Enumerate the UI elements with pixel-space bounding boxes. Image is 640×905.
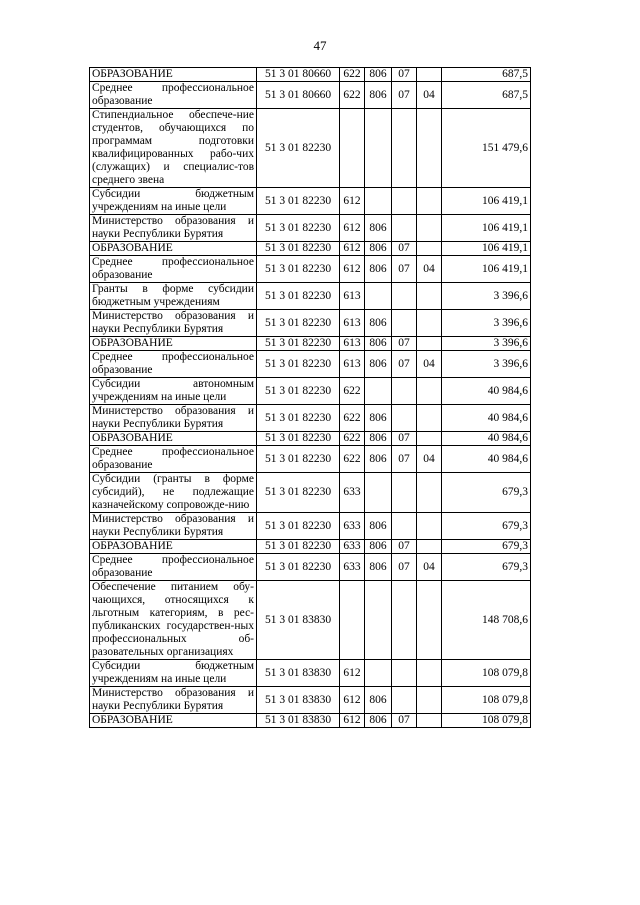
amount-cell: 106 419,1 — [442, 256, 531, 283]
section-cell — [392, 687, 417, 714]
table-row — [90, 714, 531, 728]
section-cell — [392, 310, 417, 337]
row-name-cell: Среднее профессиональное образование — [90, 256, 257, 283]
target-code-cell: 51 3 01 82230 — [257, 242, 340, 256]
section-cell — [392, 188, 417, 215]
table-row — [90, 188, 531, 215]
row-name-cell: Субсидии автономным учреждениям на иные цели — [90, 378, 257, 405]
section-cell — [392, 473, 417, 513]
subsection-cell — [417, 310, 442, 337]
amount-cell: 679,3 — [442, 554, 531, 581]
amount-cell: 106 419,1 — [442, 188, 531, 215]
amount-cell: 679,3 — [442, 513, 531, 540]
expense-type-cell: 622 — [340, 68, 365, 82]
section-cell: 07 — [392, 256, 417, 283]
row-name-cell: Министерство образования и науки Республики Бурятия — [90, 687, 257, 714]
amount-cell: 148 708,6 — [442, 581, 531, 660]
expense-type-cell — [340, 109, 365, 188]
target-code-cell: 51 3 01 83830 — [257, 714, 340, 728]
section-cell — [392, 378, 417, 405]
expense-type-cell: 622 — [340, 446, 365, 473]
target-code-cell: 51 3 01 82230 — [257, 109, 340, 188]
subsection-cell — [417, 581, 442, 660]
expense-type-cell — [340, 581, 365, 660]
table-row — [90, 256, 531, 283]
table-row — [90, 581, 531, 660]
table-row — [90, 68, 531, 82]
target-code-cell: 51 3 01 83830 — [257, 687, 340, 714]
subsection-cell — [417, 188, 442, 215]
amount-cell: 151 479,6 — [442, 109, 531, 188]
amount-cell: 40 984,6 — [442, 432, 531, 446]
row-name-cell: ОБРАЗОВАНИЕ — [90, 68, 257, 82]
target-code-cell: 51 3 01 83830 — [257, 581, 340, 660]
subsection-cell: 04 — [417, 82, 442, 109]
row-name-cell: Среднее профессиональное образование — [90, 351, 257, 378]
amount-cell: 108 079,8 — [442, 660, 531, 687]
section-cell: 07 — [392, 554, 417, 581]
subsection-cell — [417, 283, 442, 310]
row-name-cell: Министерство образования и науки Республики Бурятия — [90, 215, 257, 242]
subsection-cell: 04 — [417, 256, 442, 283]
subsection-cell — [417, 714, 442, 728]
target-code-cell: 51 3 01 83830 — [257, 660, 340, 687]
expense-type-cell: 612 — [340, 242, 365, 256]
target-code-cell: 51 3 01 82230 — [257, 378, 340, 405]
table-row — [90, 351, 531, 378]
target-code-cell: 51 3 01 82230 — [257, 337, 340, 351]
target-code-cell: 51 3 01 82230 — [257, 283, 340, 310]
expense-type-cell: 612 — [340, 215, 365, 242]
amount-cell: 3 396,6 — [442, 310, 531, 337]
amount-cell: 40 984,6 — [442, 378, 531, 405]
administrator-cell: 806 — [365, 432, 392, 446]
administrator-cell: 806 — [365, 714, 392, 728]
expense-type-cell: 612 — [340, 256, 365, 283]
amount-cell: 108 079,8 — [442, 687, 531, 714]
expense-type-cell: 613 — [340, 337, 365, 351]
subsection-cell: 04 — [417, 446, 442, 473]
expense-type-cell: 633 — [340, 540, 365, 554]
expense-type-cell: 633 — [340, 473, 365, 513]
expense-type-cell: 622 — [340, 378, 365, 405]
amount-cell: 108 079,8 — [442, 714, 531, 728]
table-row — [90, 310, 531, 337]
administrator-cell: 806 — [365, 540, 392, 554]
row-name-cell: Субсидии бюджетным учреждениям на иные цели — [90, 188, 257, 215]
target-code-cell: 51 3 01 82230 — [257, 432, 340, 446]
section-cell — [392, 581, 417, 660]
table-row — [90, 473, 531, 513]
subsection-cell: 04 — [417, 554, 442, 581]
section-cell: 07 — [392, 351, 417, 378]
subsection-cell — [417, 337, 442, 351]
amount-cell: 3 396,6 — [442, 283, 531, 310]
subsection-cell — [417, 242, 442, 256]
expense-type-cell: 613 — [340, 283, 365, 310]
target-code-cell: 51 3 01 80660 — [257, 82, 340, 109]
section-cell: 07 — [392, 68, 417, 82]
table-row — [90, 432, 531, 446]
administrator-cell — [365, 581, 392, 660]
administrator-cell — [365, 378, 392, 405]
row-name-cell: Обеспечение питанием обу-чающихся, относящихся к льготным категориям, в рес-публиканских государствен-ных профессиональных об-разовательных организациях — [90, 581, 257, 660]
expense-type-cell: 622 — [340, 432, 365, 446]
amount-cell: 3 396,6 — [442, 351, 531, 378]
table-row — [90, 687, 531, 714]
table-row — [90, 82, 531, 109]
section-cell — [392, 215, 417, 242]
table-row — [90, 405, 531, 432]
row-name-cell: Министерство образования и науки Республики Бурятия — [90, 513, 257, 540]
target-code-cell: 51 3 01 82230 — [257, 540, 340, 554]
expense-type-cell: 612 — [340, 188, 365, 215]
target-code-cell: 51 3 01 82230 — [257, 446, 340, 473]
target-code-cell: 51 3 01 82230 — [257, 188, 340, 215]
table-row — [90, 660, 531, 687]
subsection-cell: 04 — [417, 351, 442, 378]
administrator-cell — [365, 660, 392, 687]
subsection-cell — [417, 660, 442, 687]
target-code-cell: 51 3 01 82230 — [257, 405, 340, 432]
expense-type-cell: 633 — [340, 554, 365, 581]
amount-cell: 687,5 — [442, 82, 531, 109]
subsection-cell — [417, 432, 442, 446]
amount-cell: 40 984,6 — [442, 405, 531, 432]
expense-type-cell: 613 — [340, 310, 365, 337]
row-name-cell: Министерство образования и науки Республики Бурятия — [90, 310, 257, 337]
section-cell — [392, 513, 417, 540]
section-cell: 07 — [392, 446, 417, 473]
subsection-cell — [417, 540, 442, 554]
table-row — [90, 446, 531, 473]
administrator-cell: 806 — [365, 242, 392, 256]
page-number: 47 — [313, 38, 327, 53]
section-cell — [392, 660, 417, 687]
administrator-cell: 806 — [365, 351, 392, 378]
row-name-cell: ОБРАЗОВАНИЕ — [90, 714, 257, 728]
table-row — [90, 554, 531, 581]
subsection-cell — [417, 215, 442, 242]
row-name-cell: Среднее профессиональное образование — [90, 82, 257, 109]
row-name-cell: Среднее профессиональное образование — [90, 554, 257, 581]
administrator-cell: 806 — [365, 687, 392, 714]
subsection-cell — [417, 405, 442, 432]
amount-cell: 679,3 — [442, 473, 531, 513]
subsection-cell — [417, 473, 442, 513]
target-code-cell: 51 3 01 82230 — [257, 256, 340, 283]
row-name-cell: ОБРАЗОВАНИЕ — [90, 242, 257, 256]
amount-cell: 40 984,6 — [442, 446, 531, 473]
target-code-cell: 51 3 01 82230 — [257, 351, 340, 378]
expense-type-cell: 622 — [340, 405, 365, 432]
expense-type-cell: 612 — [340, 687, 365, 714]
administrator-cell: 806 — [365, 554, 392, 581]
section-cell — [392, 283, 417, 310]
table-row — [90, 540, 531, 554]
amount-cell: 106 419,1 — [442, 242, 531, 256]
row-name-cell: Среднее профессиональное образование — [90, 446, 257, 473]
section-cell — [392, 405, 417, 432]
administrator-cell: 806 — [365, 337, 392, 351]
expense-type-cell: 612 — [340, 714, 365, 728]
table-row — [90, 283, 531, 310]
amount-cell: 3 396,6 — [442, 337, 531, 351]
administrator-cell: 806 — [365, 405, 392, 432]
expense-type-cell: 613 — [340, 351, 365, 378]
administrator-cell: 806 — [365, 513, 392, 540]
administrator-cell — [365, 109, 392, 188]
administrator-cell: 806 — [365, 310, 392, 337]
administrator-cell — [365, 188, 392, 215]
administrator-cell: 806 — [365, 256, 392, 283]
target-code-cell: 51 3 01 82230 — [257, 310, 340, 337]
row-name-cell: Стипендиальное обеспече-ние студентов, обучающихся по программам подготовки квалифицированных рабо-чих (служащих) и специалис-тов среднего звена — [90, 109, 257, 188]
expense-type-cell: 622 — [340, 82, 365, 109]
target-code-cell: 51 3 01 82230 — [257, 554, 340, 581]
row-name-cell: Субсидии (гранты в форме субсидий), не подлежащие казначейскому сопровожде-нию — [90, 473, 257, 513]
target-code-cell: 51 3 01 82230 — [257, 215, 340, 242]
section-cell: 07 — [392, 432, 417, 446]
subsection-cell — [417, 378, 442, 405]
target-code-cell: 51 3 01 80660 — [257, 68, 340, 82]
table-row — [90, 215, 531, 242]
amount-cell: 679,3 — [442, 540, 531, 554]
administrator-cell: 806 — [365, 446, 392, 473]
section-cell — [392, 109, 417, 188]
row-name-cell: ОБРАЗОВАНИЕ — [90, 540, 257, 554]
row-name-cell: Субсидии бюджетным учреждениям на иные цели — [90, 660, 257, 687]
row-name-cell: Гранты в форме субсидии бюджетным учреждениям — [90, 283, 257, 310]
row-name-cell: ОБРАЗОВАНИЕ — [90, 337, 257, 351]
amount-cell: 687,5 — [442, 68, 531, 82]
table-row — [90, 242, 531, 256]
target-code-cell: 51 3 01 82230 — [257, 473, 340, 513]
subsection-cell — [417, 687, 442, 714]
administrator-cell: 806 — [365, 215, 392, 242]
row-name-cell: ОБРАЗОВАНИЕ — [90, 432, 257, 446]
row-name-cell: Министерство образования и науки Республики Бурятия — [90, 405, 257, 432]
target-code-cell: 51 3 01 82230 — [257, 513, 340, 540]
administrator-cell — [365, 473, 392, 513]
section-cell: 07 — [392, 82, 417, 109]
budget-table-body — [90, 68, 531, 728]
budget-table — [89, 67, 531, 728]
section-cell: 07 — [392, 242, 417, 256]
subsection-cell — [417, 513, 442, 540]
table-row — [90, 378, 531, 405]
section-cell: 07 — [392, 337, 417, 351]
amount-cell: 106 419,1 — [442, 215, 531, 242]
section-cell: 07 — [392, 714, 417, 728]
table-row — [90, 109, 531, 188]
subsection-cell — [417, 68, 442, 82]
expense-type-cell: 633 — [340, 513, 365, 540]
administrator-cell: 806 — [365, 68, 392, 82]
table-row — [90, 337, 531, 351]
table-row — [90, 513, 531, 540]
administrator-cell — [365, 283, 392, 310]
expense-type-cell: 612 — [340, 660, 365, 687]
subsection-cell — [417, 109, 442, 188]
section-cell: 07 — [392, 540, 417, 554]
administrator-cell: 806 — [365, 82, 392, 109]
